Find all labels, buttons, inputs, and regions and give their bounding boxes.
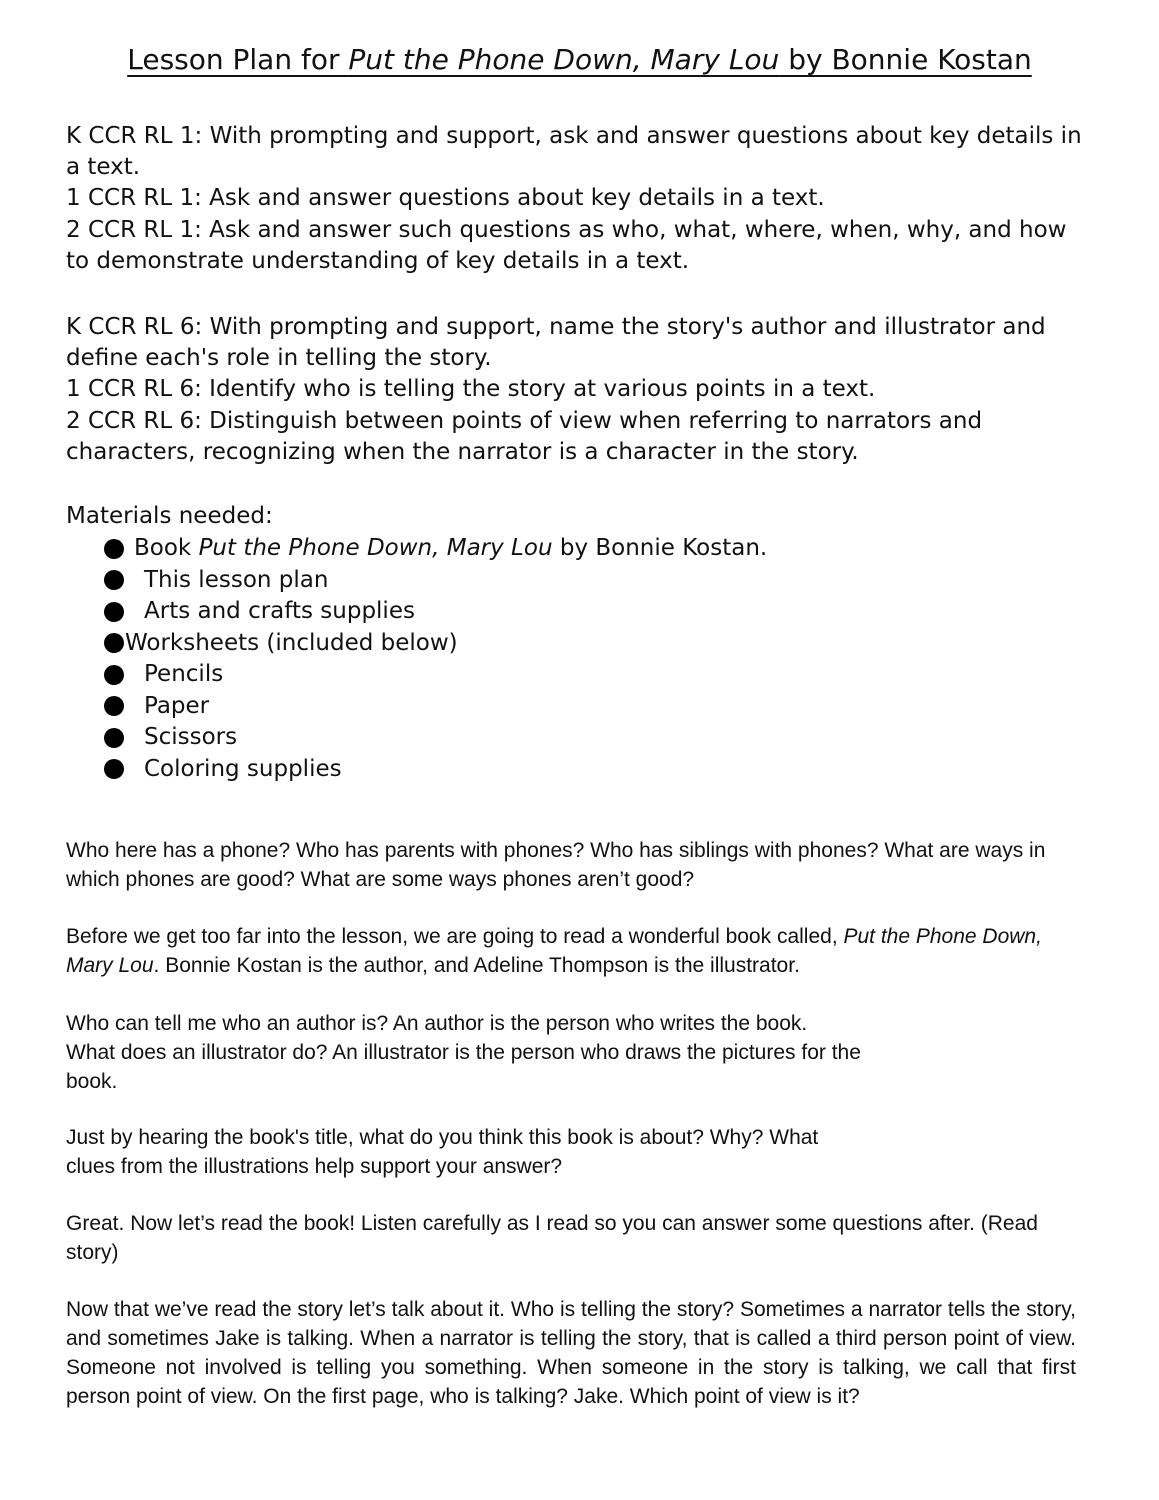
bullet-icon	[104, 633, 124, 653]
paragraph-text: . Bonnie Kostan is the author, and Adeline Thompson is the illustrator.	[153, 954, 800, 977]
paragraph: Now that we’ve read the story let’s talk about it. Who is telling the story? Sometimes a narrator tells the story, and sometimes Jake is talking. When a narrator is telling the story, that is called a third person point of view. Someone not involved is telling you something. When someone in the story is talking, we call that first person point of view. On the first page, who is talking? Jake. Which point of view is it?	[66, 1298, 1076, 1408]
list-item-text: Pencils	[144, 661, 224, 687]
narrative-read-story	[66, 1209, 1076, 1267]
title-book: Put the Phone Down, Mary Lou	[348, 43, 780, 76]
bullet-icon	[104, 539, 124, 559]
list-item	[104, 659, 767, 691]
paragraph: Just by hearing the book's title, what do you think this book is about? Why? What clues from the illustrations help support your answer?	[66, 1126, 819, 1178]
materials-book-item	[134, 533, 767, 565]
list-item	[104, 754, 767, 786]
bullet-icon	[104, 696, 124, 716]
paragraph: Great. Now let’s read the book! Listen carefully as I read so you can answer some questions after. (Read story)	[66, 1212, 1038, 1264]
materials-list	[104, 533, 767, 785]
list-item-text: This lesson plan	[144, 566, 329, 593]
narrative-title-prediction	[66, 1123, 856, 1181]
standard-k-rl1: K CCR RL 1: With prompting and support, ask and answer questions about key details in a text.	[66, 123, 1082, 181]
paragraph-line: What does an illustrator do? An illustrator is the person who draws the pictures for the book.	[66, 1041, 861, 1093]
standards-rl1	[66, 121, 1086, 277]
paragraph-text: Before we get too far into the lesson, we are going to read a wonderful book called,	[66, 925, 844, 948]
bullet-icon	[104, 570, 124, 590]
standard-1-rl6: 1 CCR RL 6: Identify who is telling the story at various points in a text.	[66, 376, 876, 403]
title-suffix: by Bonnie Kostan	[779, 43, 1032, 76]
narrative-book-intro	[66, 922, 1066, 980]
bullet-icon	[104, 759, 124, 779]
list-item-text: Paper	[144, 692, 210, 719]
bullet-icon	[104, 728, 124, 748]
list-item	[104, 533, 767, 565]
paragraph-line: Who can tell me who an author is? An author is the person who writes the book.	[66, 1012, 808, 1035]
bullet-icon	[104, 665, 124, 685]
list-item-text: Coloring supplies	[144, 755, 342, 782]
standard-k-rl6: K CCR RL 6: With prompting and support, name the story's author and illustrator and define each's role in telling the story.	[66, 314, 1046, 372]
standard-2-rl1: 2 CCR RL 1: Ask and answer such questions as who, what, where, when, why, and how to demonstrate understanding of key details in a text.	[66, 216, 1067, 274]
book-title-inline: Put the Phone Down, Mary Lou	[66, 925, 1042, 977]
paragraph	[66, 922, 1066, 980]
materials-heading: Materials needed:	[66, 503, 273, 529]
list-item	[104, 596, 767, 628]
narrative-author-illustrator	[66, 1009, 866, 1096]
list-item	[104, 691, 767, 723]
list-item	[104, 722, 767, 754]
standard-2-rl6: 2 CCR RL 6: Distinguish between points of view when referring to narrators and characters, recognizing when the narrator is a character in the story.	[66, 407, 983, 465]
standards-rl6	[66, 312, 1086, 468]
narrative-point-of-view	[66, 1295, 1076, 1411]
list-item	[104, 628, 767, 660]
bullet-icon	[104, 602, 124, 622]
title-prefix: Lesson Plan for	[127, 43, 349, 76]
book-suffix: by Bonnie Kostan.	[552, 535, 768, 561]
list-item-text: Scissors	[144, 724, 238, 750]
list-item	[104, 565, 767, 597]
list-item-text: Arts and crafts supplies	[144, 598, 415, 624]
page-title	[0, 40, 1159, 80]
paragraph: Who here has a phone? Who has parents with phones? Who has siblings with phones? What are ways in which phones are good? What are some ways phones aren’t good?	[66, 839, 1046, 891]
list-item-text: Worksheets (included below)	[125, 629, 458, 656]
title-text	[127, 43, 1032, 76]
book-prefix: Book	[134, 535, 199, 561]
narrative-phones-question	[66, 836, 1066, 894]
standard-1-rl1: 1 CCR RL 1: Ask and answer questions about key details in a text.	[66, 185, 825, 212]
book-title: Put the Phone Down, Mary Lou	[198, 535, 553, 561]
